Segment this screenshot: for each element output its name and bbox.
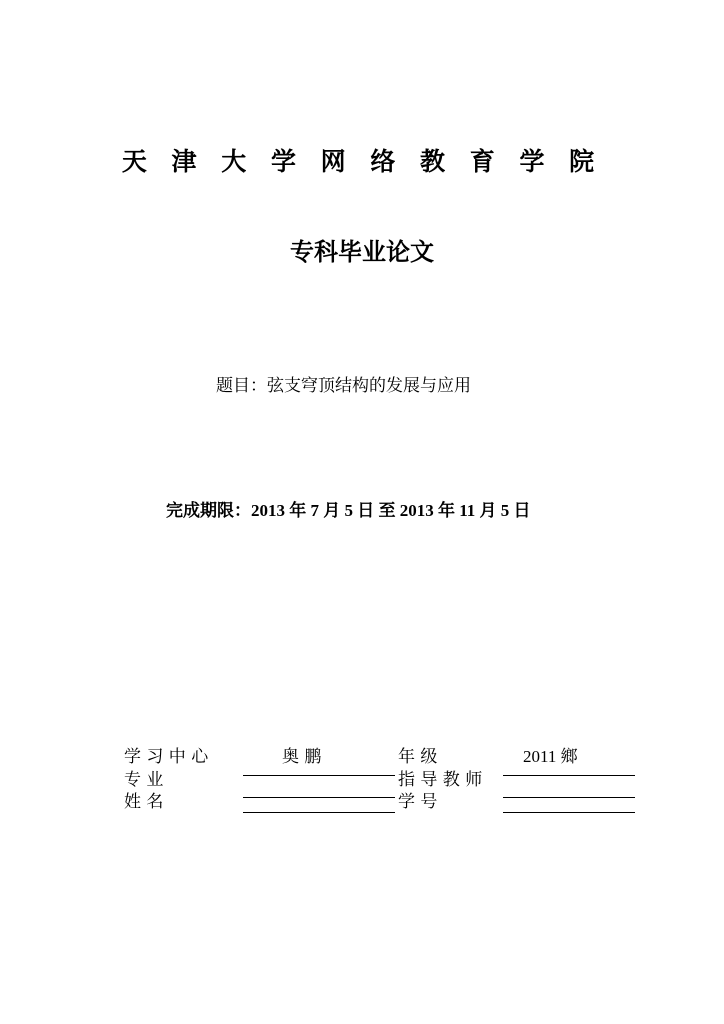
advisor-underline — [503, 775, 635, 776]
label-grade: 年 级 — [398, 747, 438, 767]
major-underline — [243, 775, 395, 776]
thesis-topic: 题目：弦支穹顶结构的发展与应用 — [216, 376, 471, 396]
label-name: 姓 名 — [124, 792, 164, 812]
value-grade: 2011 鄉 — [523, 747, 578, 766]
institution-title: 天 津 大 学 网 络 教 育 学 院 — [121, 147, 603, 176]
label-student-id: 学 号 — [398, 792, 438, 812]
label-advisor: 指 导 教 师 — [398, 770, 483, 790]
extra-underline-right — [503, 812, 635, 813]
name-underline — [243, 797, 395, 798]
student-id-underline — [503, 797, 635, 798]
label-learning-center: 学 习 中 心 — [124, 747, 209, 767]
value-learning-center: 奥 鹏 — [282, 747, 322, 767]
thesis-type-title: 专科毕业论文 — [290, 238, 434, 266]
extra-underline-left — [243, 812, 395, 813]
completion-period: 完成期限：2013 年 7 月 5 日 至 2013 年 11 月 5 日 — [166, 501, 531, 520]
label-major: 专 业 — [124, 770, 164, 790]
